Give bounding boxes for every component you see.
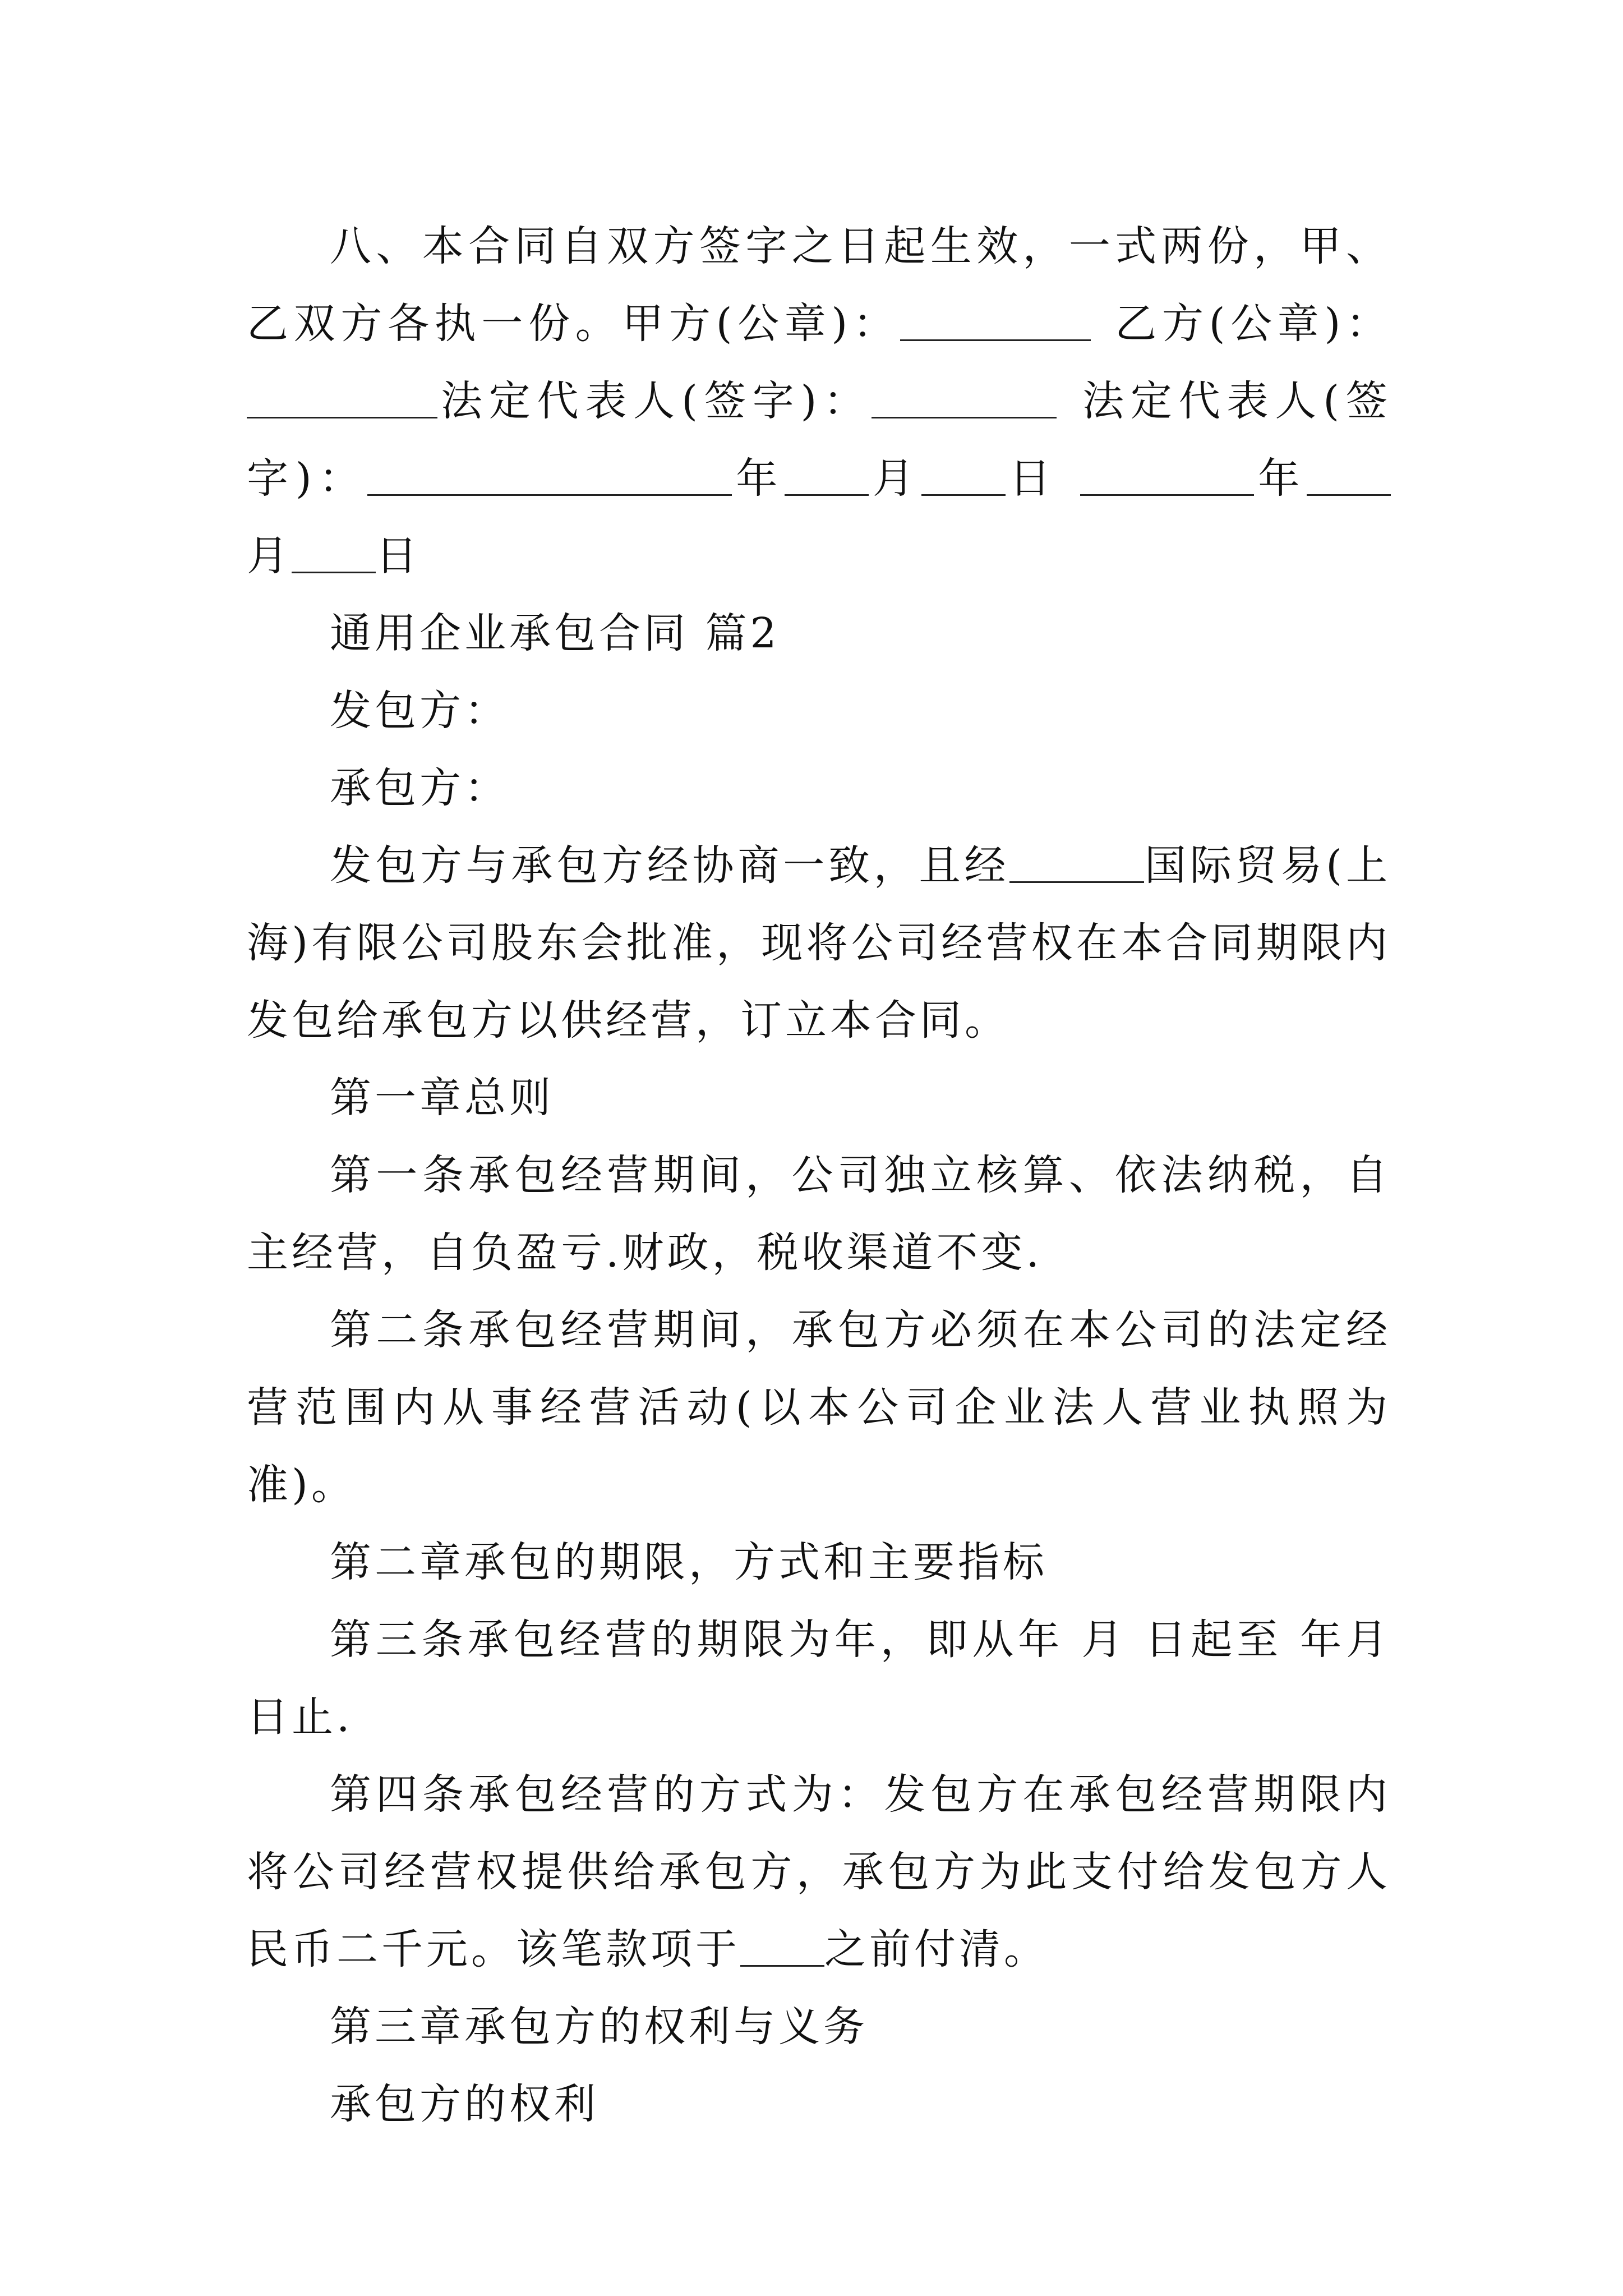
rights-heading: 承包方的权利	[330, 2080, 599, 2128]
article-2: 第二条承包经营期间，承包方必须在本公司的法定经营范围内从事经营活动(以本公司企业法人营业执照为准)。	[247, 1306, 1391, 1509]
blank-line	[367, 450, 732, 496]
article-3: 第三条承包经营的期限为年，即从年 月 日起至 年月日止.	[247, 1616, 1391, 1741]
blank-line	[785, 450, 869, 496]
document-page	[247, 208, 1391, 2143]
clause-eight: 八、本合同自双方签字之日起生效，一式两份，甲、乙双方各执一份。甲方(公章)： 乙方(公章)：法定代表人(签字)： 法定代表人(签字)： 年 月 日 年月 日	[247, 222, 1391, 580]
party-a-label: 发包方：	[330, 687, 509, 735]
blank-line	[921, 450, 1006, 496]
blank-line	[247, 373, 437, 418]
blank-line	[292, 528, 376, 573]
chapter-1-title: 第一章总则	[330, 1074, 554, 1122]
chapter-3-title: 第三章承包方的权利与义务	[330, 2003, 868, 2051]
party-b-label: 承包方：	[330, 764, 509, 812]
article-4: 第四条承包经营的方式为：发包方在承包经营期限内将公司经营权提供给承包方，承包方为此支付给发包方人民币二千元。该笔款项于 之前付清。	[247, 1770, 1391, 1973]
chapter-2-title: 第二章承包的期限，方式和主要指标	[330, 1538, 1048, 1586]
blank-line	[740, 1921, 824, 1967]
blank-line	[872, 373, 1057, 418]
blank-line	[1307, 450, 1391, 496]
intro-paragraph: 发包方与承包方经协商一致，且经 国际贸易(上海)有限公司股东会批准，现将公司经营权在本合同期限内发包给承包方以供经营，订立本合同。	[247, 827, 1391, 1059]
section-heading: 通用企业承包合同 篇2	[330, 609, 780, 657]
article-1: 第一条承包经营期间，公司独立核算、依法纳税，自主经营，自负盈亏.财政，税收渠道不变.	[247, 1151, 1391, 1277]
blank-line	[1009, 838, 1144, 883]
blank-line	[900, 296, 1091, 341]
blank-line	[1080, 450, 1254, 496]
